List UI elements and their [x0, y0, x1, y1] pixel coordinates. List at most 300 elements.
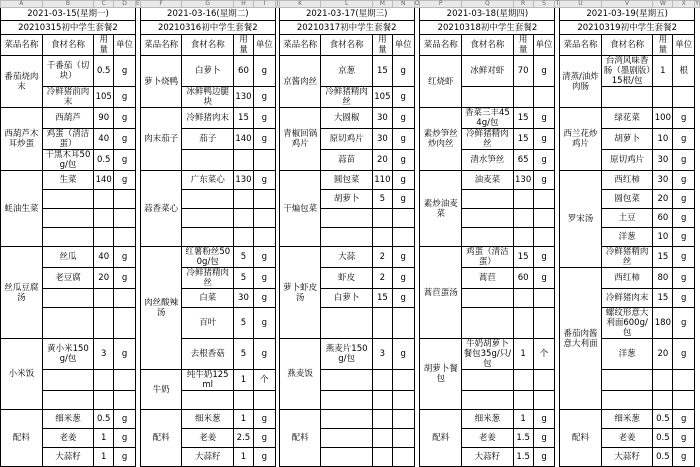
ingredient-cell[interactable]: 蒜苗	[321, 150, 373, 171]
unit-cell[interactable]: g	[392, 129, 414, 150]
dish-name-cell[interactable]: 肉末茄子	[140, 108, 182, 171]
spacer-cell[interactable]	[555, 228, 560, 247]
ingredient-cell[interactable]	[321, 410, 373, 429]
unit-cell[interactable]: g	[114, 268, 136, 289]
dish-name-cell[interactable]: 蚝油生菜	[1, 171, 43, 247]
spacer-cell[interactable]	[695, 391, 700, 410]
unit-cell[interactable]: g	[533, 171, 555, 190]
ingredient-cell[interactable]: 冷鲜猪前肉末	[42, 87, 94, 108]
ingredient-cell[interactable]: 圆包菜	[321, 171, 373, 190]
ingredient-cell[interactable]: 黄小米150g/包	[42, 339, 94, 370]
amount-cell[interactable]: 5	[234, 247, 254, 268]
column-header[interactable]: 食材名称	[182, 35, 234, 56]
amount-cell[interactable]	[372, 209, 392, 228]
unit-cell[interactable]	[533, 370, 555, 391]
unit-cell[interactable]	[253, 150, 275, 171]
spacer-cell[interactable]	[555, 129, 560, 150]
amount-cell[interactable]	[372, 429, 392, 448]
amount-cell[interactable]	[94, 370, 114, 391]
ingredient-cell[interactable]: 冷鲜猪肉末	[182, 108, 234, 129]
amount-cell[interactable]: 15	[653, 289, 673, 308]
ingredient-cell[interactable]: 老姜	[182, 429, 234, 448]
spacer-cell[interactable]	[555, 429, 560, 448]
spacer-cell[interactable]	[695, 87, 700, 108]
spacer-cell[interactable]	[695, 35, 700, 56]
unit-cell[interactable]: g	[533, 247, 555, 268]
spacer-cell[interactable]	[136, 87, 141, 108]
ingredient-cell[interactable]	[601, 391, 653, 410]
ingredient-cell[interactable]	[182, 209, 234, 228]
ingredient-cell[interactable]	[42, 209, 94, 228]
dish-name-cell[interactable]: 京酱肉丝	[279, 56, 321, 108]
spacer-cell[interactable]	[136, 150, 141, 171]
spacer-cell[interactable]	[136, 289, 141, 308]
dish-name-cell[interactable]: 丝瓜豆腐汤	[1, 247, 43, 339]
amount-cell[interactable]: 15	[234, 108, 254, 129]
ingredient-cell[interactable]: 冷鲜猪精肉丝	[462, 129, 514, 150]
amount-cell[interactable]	[94, 289, 114, 308]
dish-name-cell[interactable]: 配料	[560, 410, 602, 467]
ingredient-cell[interactable]: 老豆腐	[42, 268, 94, 289]
unit-cell[interactable]: g	[114, 87, 136, 108]
unit-cell[interactable]: g	[392, 289, 414, 308]
dish-name-cell[interactable]: 萝卜烧鸭	[140, 56, 182, 108]
amount-cell[interactable]: 20	[372, 150, 392, 171]
unit-cell[interactable]: g	[392, 268, 414, 289]
column-header[interactable]: 用量	[513, 35, 533, 56]
ingredient-cell[interactable]: 牛奶胡萝卜餐包35g/只/包	[462, 339, 514, 370]
day-title[interactable]: 20210319初中学生套餐2	[560, 21, 695, 35]
ingredient-cell[interactable]: 油麦菜	[462, 171, 514, 190]
spacer-cell[interactable]	[555, 448, 560, 467]
dish-name-cell[interactable]: 番茄肉酱意大利面	[560, 268, 602, 410]
unit-cell[interactable]: g	[253, 108, 275, 129]
ingredient-cell[interactable]	[601, 370, 653, 391]
spacer-cell[interactable]	[136, 209, 141, 228]
day-date[interactable]: 2021-03-16(星期二)	[140, 8, 275, 21]
amount-cell[interactable]: 60	[653, 209, 673, 228]
unit-cell[interactable]: g	[253, 171, 275, 190]
dish-name-cell[interactable]: 干煸包菜	[279, 171, 321, 247]
dish-name-cell[interactable]: 肉丝酸辣汤	[140, 247, 182, 370]
ingredient-cell[interactable]	[321, 391, 373, 410]
ingredient-cell[interactable]	[462, 391, 514, 410]
ingredient-cell[interactable]: 螺纹形意大利面600g/包	[601, 308, 653, 339]
column-letter[interactable]: W	[653, 1, 673, 8]
ingredient-cell[interactable]	[42, 190, 94, 209]
day-title[interactable]: 20210316初中学生套餐2	[140, 21, 275, 35]
spacer-cell[interactable]	[695, 289, 700, 308]
spacer-cell[interactable]	[555, 370, 560, 391]
spacer-cell[interactable]	[695, 429, 700, 448]
spacer-cell[interactable]	[695, 8, 700, 21]
unit-cell[interactable]: g	[673, 247, 695, 268]
amount-cell[interactable]: 100	[653, 108, 673, 129]
spacer-cell[interactable]	[695, 21, 700, 35]
amount-cell[interactable]	[372, 308, 392, 339]
column-letter[interactable]: Q	[462, 1, 514, 8]
dish-name-cell[interactable]: 番茄烧肉末	[1, 56, 43, 108]
unit-cell[interactable]: g	[533, 150, 555, 171]
amount-cell[interactable]	[94, 391, 114, 410]
spacer-cell[interactable]	[275, 370, 279, 391]
unit-cell[interactable]	[533, 289, 555, 308]
column-letter[interactable]: J	[276, 0, 279, 7]
ingredient-cell[interactable]	[462, 370, 514, 391]
amount-cell[interactable]: 15	[653, 247, 673, 268]
ingredient-cell[interactable]: 鸡蛋（清洁蛋）	[42, 129, 94, 150]
dish-name-cell[interactable]: 素炒油麦菜	[420, 171, 462, 247]
amount-cell[interactable]	[94, 209, 114, 228]
spacer-cell[interactable]	[695, 150, 700, 171]
amount-cell[interactable]	[513, 228, 533, 247]
column-letter[interactable]: F	[140, 1, 182, 8]
amount-cell[interactable]: 2.5	[234, 429, 254, 448]
column-letter[interactable]: K	[279, 1, 321, 8]
spacer-cell[interactable]	[275, 448, 279, 467]
ingredient-cell[interactable]: 细米葱	[462, 410, 514, 429]
spacer-cell[interactable]	[275, 87, 279, 108]
amount-cell[interactable]	[372, 391, 392, 410]
amount-cell[interactable]: 40	[94, 247, 114, 268]
spacer-cell[interactable]	[695, 410, 700, 429]
amount-cell[interactable]	[513, 190, 533, 209]
unit-cell[interactable]: g	[673, 108, 695, 129]
amount-cell[interactable]: 5	[372, 190, 392, 209]
amount-cell[interactable]: 1	[234, 448, 254, 467]
unit-cell[interactable]: g	[114, 429, 136, 448]
unit-cell[interactable]: g	[673, 308, 695, 339]
amount-cell[interactable]: 10	[653, 129, 673, 150]
amount-cell[interactable]: 80	[653, 268, 673, 289]
unit-cell[interactable]	[533, 228, 555, 247]
column-header[interactable]: 食材名称	[321, 35, 373, 56]
unit-cell[interactable]: g	[673, 429, 695, 448]
spacer-cell[interactable]	[695, 56, 700, 87]
column-letter[interactable]: S	[533, 1, 555, 8]
dish-name-cell[interactable]: 牛奶	[140, 370, 182, 410]
amount-cell[interactable]	[653, 87, 673, 108]
unit-cell[interactable]: g	[392, 171, 414, 190]
ingredient-cell[interactable]: 大圆椒	[321, 108, 373, 129]
ingredient-cell[interactable]: 香菜三丰454g/包	[462, 108, 514, 129]
amount-cell[interactable]	[372, 370, 392, 391]
amount-cell[interactable]	[234, 391, 254, 410]
unit-cell[interactable]: g	[253, 308, 275, 339]
column-header[interactable]: 用量	[94, 35, 114, 56]
ingredient-cell[interactable]: 冰鲜对虾	[462, 56, 514, 87]
amount-cell[interactable]: 0.5	[94, 150, 114, 171]
ingredient-cell[interactable]	[42, 370, 94, 391]
ingredient-cell[interactable]: 冷鲜猪精肉丝	[321, 87, 373, 108]
unit-cell[interactable]: g	[114, 410, 136, 429]
spacer-cell[interactable]	[414, 308, 420, 339]
ingredient-cell[interactable]: 老姜	[462, 429, 514, 448]
column-header[interactable]: 菜品名称	[420, 35, 462, 56]
ingredient-cell[interactable]: 清水笋丝	[462, 150, 514, 171]
unit-cell[interactable]	[114, 228, 136, 247]
amount-cell[interactable]: 180	[653, 308, 673, 339]
spacer-cell[interactable]	[555, 391, 560, 410]
dish-name-cell[interactable]: 萝卜虾皮汤	[279, 247, 321, 339]
column-header[interactable]: 用量	[234, 35, 254, 56]
column-letter[interactable]: R	[513, 1, 533, 8]
unit-cell[interactable]	[114, 289, 136, 308]
amount-cell[interactable]: 15	[513, 108, 533, 129]
ingredient-cell[interactable]: 大蒜籽	[601, 448, 653, 467]
spacer-cell[interactable]	[695, 268, 700, 289]
spacer-cell[interactable]	[695, 108, 700, 129]
dish-name-cell[interactable]: 清蒸/油炸肉肠	[560, 56, 602, 108]
dish-name-cell[interactable]: 配料	[140, 410, 182, 467]
unit-cell[interactable]	[392, 370, 414, 391]
amount-cell[interactable]: 30	[653, 171, 673, 190]
amount-cell[interactable]	[513, 308, 533, 339]
spacer-cell[interactable]	[275, 391, 279, 410]
ingredient-cell[interactable]	[42, 308, 94, 339]
dish-name-cell[interactable]: 蒜香菜心	[140, 171, 182, 247]
ingredient-cell[interactable]: 原切鸡片	[601, 150, 653, 171]
column-header[interactable]: 食材名称	[601, 35, 653, 56]
spacer-cell[interactable]	[695, 339, 700, 370]
ingredient-cell[interactable]: 千番茄（切块）	[42, 56, 94, 87]
unit-cell[interactable]	[114, 209, 136, 228]
spacer-cell[interactable]	[695, 190, 700, 209]
ingredient-cell[interactable]	[42, 289, 94, 308]
unit-cell[interactable]	[533, 391, 555, 410]
ingredient-cell[interactable]	[182, 391, 234, 410]
amount-cell[interactable]: 140	[94, 171, 114, 190]
ingredient-cell[interactable]: 白菜	[182, 289, 234, 308]
spacer-cell[interactable]	[555, 308, 560, 339]
ingredient-cell[interactable]: 蒿苣	[462, 268, 514, 289]
ingredient-cell[interactable]: 洋葱	[601, 339, 653, 370]
day-title[interactable]: 20210315初中学生套餐2	[1, 21, 136, 35]
spacer-cell[interactable]	[275, 228, 279, 247]
amount-cell[interactable]: 130	[234, 171, 254, 190]
column-letter[interactable]: V	[601, 1, 653, 8]
ingredient-cell[interactable]: 干黑木耳50g/包	[42, 150, 94, 171]
unit-cell[interactable]: g	[253, 429, 275, 448]
unit-cell[interactable]	[392, 448, 414, 467]
unit-cell[interactable]: 个	[253, 370, 275, 391]
unit-cell[interactable]	[253, 228, 275, 247]
amount-cell[interactable]: 1	[94, 429, 114, 448]
ingredient-cell[interactable]: 红薯粉丝500g/包	[182, 247, 234, 268]
amount-cell[interactable]: 20	[653, 339, 673, 370]
amount-cell[interactable]: 5	[234, 268, 254, 289]
amount-cell[interactable]: 1	[513, 410, 533, 429]
ingredient-cell[interactable]: 大蒜籽	[182, 448, 234, 467]
ingredient-cell[interactable]	[321, 370, 373, 391]
ingredient-cell[interactable]	[462, 209, 514, 228]
ingredient-cell[interactable]	[42, 391, 94, 410]
ingredient-cell[interactable]	[321, 209, 373, 228]
spacer-cell[interactable]	[555, 87, 560, 108]
unit-cell[interactable]	[392, 308, 414, 339]
unit-cell[interactable]	[533, 308, 555, 339]
amount-cell[interactable]: 10	[653, 228, 673, 247]
amount-cell[interactable]	[653, 370, 673, 391]
unit-cell[interactable]: g	[392, 87, 414, 108]
column-letter[interactable]: A	[1, 1, 43, 8]
unit-cell[interactable]: g	[673, 190, 695, 209]
unit-cell[interactable]: g	[114, 56, 136, 87]
amount-cell[interactable]: 2	[372, 247, 392, 268]
spacer-cell[interactable]	[275, 129, 279, 150]
amount-cell[interactable]	[372, 228, 392, 247]
column-letter[interactable]: C	[94, 1, 114, 8]
amount-cell[interactable]: 60	[513, 268, 533, 289]
spacer-cell[interactable]	[275, 308, 279, 339]
column-letter[interactable]: H	[234, 1, 254, 8]
column-header[interactable]: 单位	[392, 35, 414, 56]
ingredient-cell[interactable]: 洋葱	[601, 228, 653, 247]
unit-cell[interactable]: g	[533, 448, 555, 467]
amount-cell[interactable]: 20	[94, 268, 114, 289]
amount-cell[interactable]	[234, 150, 254, 171]
spacer-cell[interactable]	[414, 289, 420, 308]
dish-name-cell[interactable]: 西葫芦木耳炒蛋	[1, 108, 43, 171]
amount-cell[interactable]: 105	[94, 87, 114, 108]
column-letter[interactable]: G	[182, 1, 234, 8]
unit-cell[interactable]	[253, 391, 275, 410]
unit-cell[interactable]: g	[673, 209, 695, 228]
column-letter[interactable]: X	[673, 1, 695, 8]
amount-cell[interactable]: 30	[372, 108, 392, 129]
ingredient-cell[interactable]: 冷鲜猪肉末	[601, 289, 653, 308]
ingredient-cell[interactable]: 台湾风味香肠（墨剧版）15根/包	[601, 56, 653, 87]
amount-cell[interactable]	[234, 209, 254, 228]
unit-cell[interactable]: g	[673, 268, 695, 289]
unit-cell[interactable]: g	[533, 429, 555, 448]
spacer-cell[interactable]	[555, 289, 560, 308]
ingredient-cell[interactable]	[462, 190, 514, 209]
unit-cell[interactable]	[114, 308, 136, 339]
ingredient-cell[interactable]: 老姜	[42, 429, 94, 448]
spacer-cell[interactable]	[136, 391, 141, 410]
spacer-cell[interactable]	[414, 448, 420, 467]
amount-cell[interactable]: 15	[372, 289, 392, 308]
amount-cell[interactable]: 0.5	[94, 56, 114, 87]
spacer-cell[interactable]	[695, 228, 700, 247]
amount-cell[interactable]: 140	[234, 129, 254, 150]
unit-cell[interactable]: g	[533, 268, 555, 289]
unit-cell[interactable]: g	[253, 87, 275, 108]
spacer-cell[interactable]	[275, 209, 279, 228]
unit-cell[interactable]: g	[253, 410, 275, 429]
unit-cell[interactable]: g	[392, 247, 414, 268]
unit-cell[interactable]: g	[114, 448, 136, 467]
unit-cell[interactable]	[392, 410, 414, 429]
amount-cell[interactable]: 65	[513, 150, 533, 171]
unit-cell[interactable]	[533, 87, 555, 108]
unit-cell[interactable]: g	[114, 150, 136, 171]
unit-cell[interactable]: g	[253, 56, 275, 87]
spacer-cell[interactable]	[414, 150, 420, 171]
unit-cell[interactable]: g	[114, 339, 136, 370]
column-letter[interactable]: U	[560, 1, 602, 8]
unit-cell[interactable]	[253, 209, 275, 228]
amount-cell[interactable]: 15	[513, 247, 533, 268]
unit-cell[interactable]: g	[673, 339, 695, 370]
amount-cell[interactable]	[94, 308, 114, 339]
ingredient-cell[interactable]: 京葱	[321, 56, 373, 87]
column-letter[interactable]: E	[136, 0, 140, 7]
spacer-cell[interactable]	[275, 289, 279, 308]
ingredient-cell[interactable]	[462, 308, 514, 339]
unit-cell[interactable]: g	[253, 448, 275, 467]
unit-cell[interactable]: g	[533, 129, 555, 150]
unit-cell[interactable]: 根	[673, 56, 695, 87]
spacer-cell[interactable]	[275, 190, 279, 209]
ingredient-cell[interactable]	[321, 429, 373, 448]
dish-name-cell[interactable]: 罗宋汤	[560, 171, 602, 268]
amount-cell[interactable]: 1	[653, 56, 673, 87]
amount-cell[interactable]: 15	[513, 129, 533, 150]
column-letter[interactable]: P	[420, 1, 462, 8]
ingredient-cell[interactable]: 燕麦片150g/包	[321, 339, 373, 370]
column-letter[interactable]: D	[114, 1, 136, 8]
spacer-cell[interactable]	[695, 209, 700, 228]
unit-cell[interactable]: g	[673, 129, 695, 150]
amount-cell[interactable]	[234, 228, 254, 247]
ingredient-cell[interactable]	[182, 150, 234, 171]
amount-cell[interactable]: 3	[94, 339, 114, 370]
spacer-cell[interactable]	[555, 339, 560, 370]
column-letter[interactable]: B	[42, 1, 94, 8]
amount-cell[interactable]: 30	[234, 289, 254, 308]
ingredient-cell[interactable]	[462, 289, 514, 308]
amount-cell[interactable]	[372, 448, 392, 467]
amount-cell[interactable]: 5	[234, 308, 254, 339]
dish-name-cell[interactable]: 配料	[279, 410, 321, 467]
amount-cell[interactable]: 60	[234, 56, 254, 87]
ingredient-cell[interactable]: 土豆	[601, 209, 653, 228]
day-title[interactable]: 20210318初中学生套餐2	[420, 21, 555, 35]
amount-cell[interactable]	[513, 370, 533, 391]
spacer-cell[interactable]	[414, 370, 420, 391]
amount-cell[interactable]	[94, 190, 114, 209]
unit-cell[interactable]	[673, 391, 695, 410]
unit-cell[interactable]: g	[392, 339, 414, 370]
unit-cell[interactable]	[673, 87, 695, 108]
unit-cell[interactable]: g	[114, 171, 136, 190]
column-letter[interactable]: O	[414, 0, 420, 7]
unit-cell[interactable]: g	[392, 108, 414, 129]
amount-cell[interactable]: 5	[234, 339, 254, 370]
unit-cell[interactable]	[392, 429, 414, 448]
day-date[interactable]: 2021-03-18(星期四)	[420, 8, 555, 21]
amount-cell[interactable]: 1.5	[513, 429, 533, 448]
dish-name-cell[interactable]: 燕麦饭	[279, 339, 321, 410]
unit-cell[interactable]: g	[253, 247, 275, 268]
amount-cell[interactable]: 130	[234, 87, 254, 108]
unit-cell[interactable]	[392, 228, 414, 247]
ingredient-cell[interactable]: 去根香菇	[182, 339, 234, 370]
unit-cell[interactable]	[114, 391, 136, 410]
spacer-cell[interactable]	[136, 268, 141, 289]
unit-cell[interactable]	[673, 370, 695, 391]
amount-cell[interactable]: 2	[372, 268, 392, 289]
unit-cell[interactable]: g	[673, 289, 695, 308]
unit-cell[interactable]: g	[114, 247, 136, 268]
unit-cell[interactable]	[392, 391, 414, 410]
unit-cell[interactable]: g	[673, 410, 695, 429]
spacer-cell[interactable]	[136, 228, 141, 247]
ingredient-cell[interactable]: 细米葱	[42, 410, 94, 429]
spacer-cell[interactable]	[414, 190, 420, 209]
